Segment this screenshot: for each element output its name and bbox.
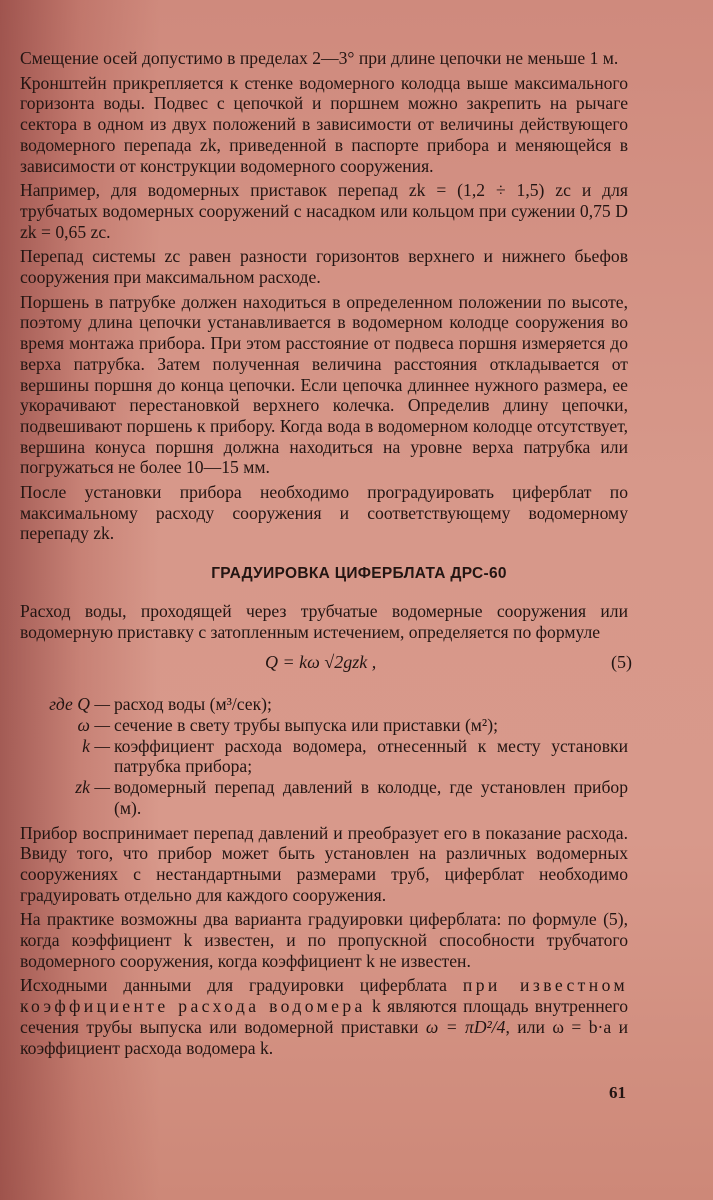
formula-5: [20, 646, 632, 680]
paragraph-device-function: Прибор воспринимает перепад давлений и преобразует его в показание расхода. Ввиду того, что прибор может быть установлен на различных водомерных сооружениях с нестандартными размерами труб, циферблат необходимо градуировать отдельно для каждого сооружения.: [20, 822, 628, 905]
paragraph-initial-data: [20, 975, 628, 1058]
page-number: 61: [609, 1083, 626, 1102]
page-text-block: [20, 48, 632, 1062]
paragraph-example: Например, для водомерных приставок перепад zk = (1,2 ÷ 1,5) zc и для трубчатых водомерных сооружений с насадком или кольцом при сужении 0,75 D zk = 0,65 zc.: [20, 180, 628, 242]
paragraph-after-install: После установки прибора необходимо проградуировать циферблат по максимальному расходу сооружения и соответствующему водомерному перепаду zk.: [20, 482, 628, 544]
paragraph-axis-offset: Смещение осей допустимо в пределах 2—3° при длине цепочки не меньше 1 м.: [20, 48, 619, 68]
definition-symbol: zk —: [75, 777, 110, 798]
definition-item: [20, 736, 628, 777]
definition-text: водомерный перепад давлений в колодце, где установлен прибор (м).: [114, 777, 628, 818]
definition-symbol: ω —: [77, 714, 110, 735]
area-formula-rect: , или ω = b·a и коэффициент расхода водомера k.: [20, 1016, 628, 1058]
initial-data-middle: k являются площадь внутреннего сечения трубы выпуска или водомерной приставки: [20, 996, 628, 1037]
symbol-definitions: [20, 694, 628, 818]
area-formula-circle: ω = πD²/4: [425, 1016, 506, 1037]
definition-text: сечение в свету трубы выпуска или приставки (м²);: [114, 714, 498, 735]
paragraph-drop: Перепад системы zc равен разности горизонтов верхнего и нижнего бьефов сооружения при максимальном расходе.: [20, 246, 628, 288]
definition-item: [20, 715, 628, 736]
initial-data-start: Исходными данными для градуировки циферблата: [20, 975, 463, 996]
definition-text: коэффициент расхода водомера, отнесенный к месту установки патрубка прибора;: [114, 735, 628, 777]
definition-symbol: где Q —: [49, 694, 110, 715]
paragraph-piston: Поршень в патрубке должен находиться в определенном положении по высоте, поэтому длина цепочки устанавливается в водомерном колодце сооружения во время монтажа прибора. При этом расстояние от подвеса поршня измеряется до верха патрубка. Затем полученная величина расстояния откладывается от вершины поршня до конца цепочки. Если цепочка длиннее нужного размера, ее укорачивают перестановкой верхнего колечка. Определив длину цепочки, подвешивают поршень к прибору. Когда вода в водомерном колодце отсутствует, вершина конуса поршня должна находиться на уровне верха патрубка или погружаться не более 10—15 мм.: [20, 291, 628, 478]
section-heading: ГРАДУИРОВКА ЦИФЕРБЛАТА ДРС-60: [211, 565, 507, 583]
paragraph-formula-intro: Расход воды, проходящей через трубчатые водомерные сооружения или водомерную приставку с затопленным истечением, определяется по формуле: [20, 600, 628, 642]
definition-item: [20, 777, 628, 818]
definition-symbol: k —: [82, 735, 110, 756]
paragraph-two-variants: На практике возможны два варианта градуировки циферблата: по формуле (5), когда коэффициент k известен, и по пропускной способности трубчатого водомерного сооружения, когда коэффициент k не известен.: [20, 909, 628, 971]
initial-data-spaced: при известном коэффициенте расхода водомера: [20, 975, 628, 1017]
formula-number: (5): [611, 652, 632, 673]
paragraph-bracket: Кронштейн прикрепляется к стенке водомерного колодца выше максимального горизонта воды. Подвес с цепочкой и поршнем можно закрепить на рычаге сектора в одном из двух положений в зависимости от величины действующего водомерного перепада zk, приведенной в паспорте прибора и меняющейся в зависимости от конструкции водомерного сооружения.: [20, 72, 628, 176]
definition-text: расход воды (м³/сек);: [114, 694, 272, 715]
definition-item: [20, 694, 628, 715]
formula-expression: Q = kω √2gzk ,: [265, 652, 377, 673]
